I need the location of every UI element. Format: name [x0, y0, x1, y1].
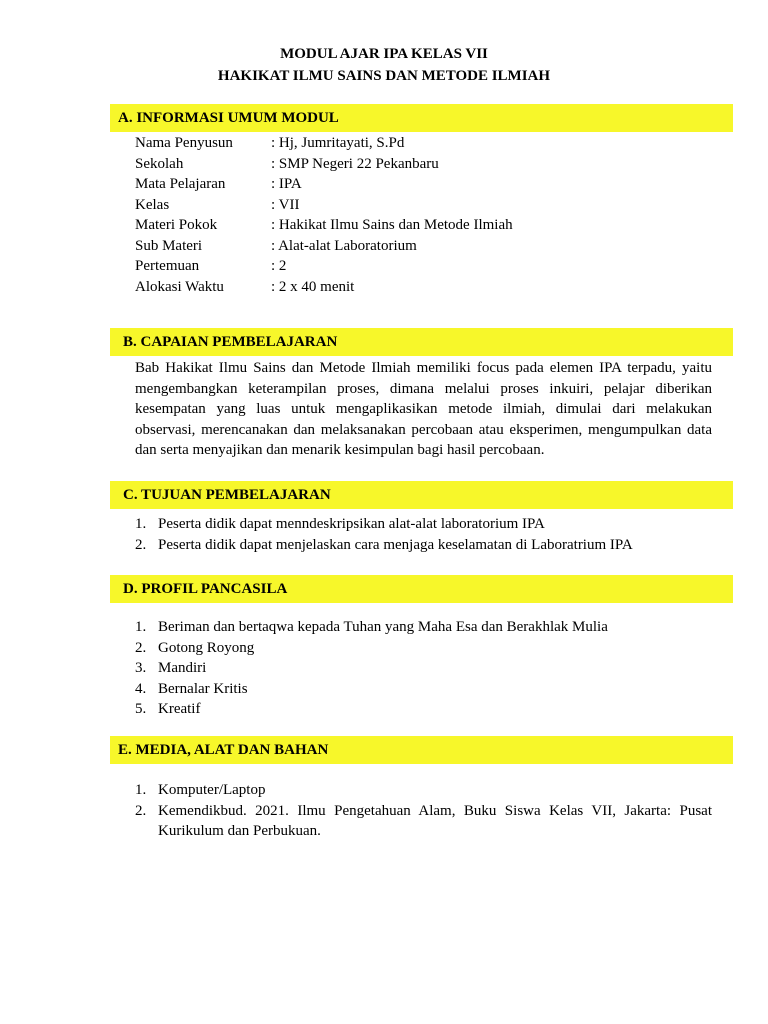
list-text: Kemendikbud. 2021. Ilmu Pengetahuan Alam, Buku Siswa Kelas VII, Jakarta: Pusat Kurikulum dan Perbukuan.	[158, 802, 712, 840]
list-text: Beriman dan bertaqwa kepada Tuhan yang Maha Esa dan Berakhlak Mulia	[158, 619, 608, 635]
section-b-header: B. CAPAIAN PEMBELAJARAN	[110, 328, 733, 356]
list-text: Gotong Royong	[158, 639, 255, 656]
info-label: Kelas	[135, 196, 170, 213]
list-number: 1.	[135, 516, 147, 532]
info-value: : VII	[271, 196, 300, 213]
media-list	[135, 780, 712, 842]
info-row-mata-pelajaran	[135, 174, 302, 194]
list-item	[135, 617, 712, 638]
list-text: Kreatif	[158, 701, 201, 718]
list-number: 2.	[135, 802, 147, 819]
info-row-kelas	[135, 195, 299, 215]
list-number: 5.	[135, 701, 147, 718]
info-value: : IPA	[271, 176, 302, 192]
info-value: : Hj, Jumritayati, S.Pd	[271, 135, 405, 151]
capaian-paragraph: Bab Hakikat Ilmu Sains dan Metode Ilmiah memiliki focus pada elemen IPA terpadu, yaitu mengembangkan keterampilan proses, dimana melalui proses inkuiri, pelajar diberikan kesempatan yang luas untuk mengaplikasikan metode ilmiah, dimulai dari melakukan observasi, merencanakan dan melaksanakan percobaan atau eksperimen, mengumpulkan data dan serta menyajikan dan menarik kesimpulan bagi hasil percobaan.	[135, 360, 712, 459]
info-label: Materi Pokok	[135, 217, 218, 233]
info-label: Sekolah	[135, 155, 184, 172]
list-text: Komputer/Laptop	[158, 782, 266, 798]
section-d-header: D. PROFIL PANCASILA	[110, 575, 733, 603]
list-number: 3.	[135, 660, 147, 677]
info-value: : Hakikat Ilmu Sains dan Metode Ilmiah	[271, 217, 513, 233]
tujuan-list	[135, 514, 712, 555]
list-item	[135, 780, 712, 801]
list-number: 2.	[135, 639, 147, 656]
info-row-alokasi-waktu	[135, 277, 354, 297]
document-subtitle: HAKIKAT ILMU SAINS DAN METODE ILMIAH	[217, 68, 551, 84]
list-text: Peserta didik dapat menjelaskan cara menjaga keselamatan di Laboratrium IPA	[158, 536, 633, 553]
list-text: Bernalar Kritis	[158, 680, 248, 697]
list-item	[135, 699, 712, 720]
info-label: Pertemuan	[135, 258, 200, 274]
info-row-pertemuan	[135, 256, 286, 276]
info-row-sekolah	[135, 154, 439, 174]
info-label: Nama Penyusun	[135, 135, 233, 151]
section-c-header: C. TUJUAN PEMBELAJARAN	[110, 481, 733, 509]
section-e-header: E. MEDIA, ALAT DAN BAHAN	[110, 736, 733, 764]
info-value: : 2	[271, 258, 287, 274]
info-row-nama-penyusun	[135, 133, 404, 153]
list-number: 2.	[135, 536, 147, 553]
info-label: Sub Materi	[135, 237, 203, 254]
list-number: 1.	[135, 619, 147, 635]
list-item	[135, 679, 712, 700]
list-text: Peserta didik dapat menndeskripsikan alat-alat laboratorium IPA	[158, 516, 545, 532]
profil-list	[135, 617, 712, 720]
info-value: : SMP Negeri 22 Pekanbaru	[271, 155, 439, 172]
info-label: Mata Pelajaran	[135, 176, 226, 192]
info-value: : Alat-alat Laboratorium	[271, 237, 417, 254]
info-row-sub-materi	[135, 236, 417, 256]
list-item	[135, 514, 712, 535]
list-number: 1.	[135, 782, 147, 798]
list-item	[135, 535, 712, 556]
document-title: MODUL AJAR IPA KELAS VII	[280, 46, 488, 62]
section-a-header: A. INFORMASI UMUM MODUL	[110, 104, 733, 132]
list-text: Mandiri	[158, 660, 207, 677]
info-label: Alokasi Waktu	[135, 278, 224, 295]
info-value: : 2 x 40 menit	[271, 278, 355, 295]
list-item	[135, 658, 712, 679]
list-item	[135, 638, 712, 659]
info-row-materi-pokok	[135, 215, 513, 235]
list-number: 4.	[135, 680, 147, 697]
list-item	[135, 801, 712, 842]
